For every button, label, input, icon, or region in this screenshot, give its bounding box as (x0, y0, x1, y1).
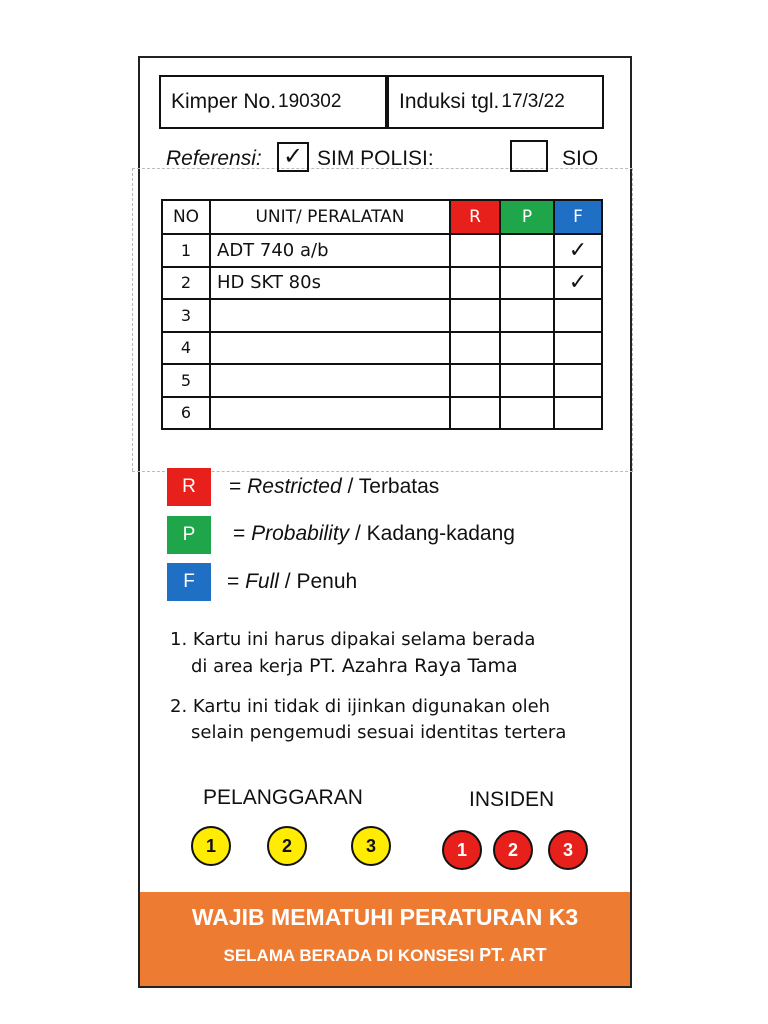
unit-cell: ADT 740 a/b (210, 234, 450, 267)
f-cell (554, 299, 602, 332)
legend-f-square: F (167, 563, 211, 601)
p-cell (500, 299, 554, 332)
col-p-header: P (500, 200, 554, 234)
legend-p-square: P (167, 516, 211, 554)
pelanggaran-2-circle[interactable]: 2 (267, 826, 307, 866)
table-row (162, 234, 602, 267)
col-no-header: NO (162, 200, 210, 234)
unit-cell (210, 397, 450, 430)
r-cell (450, 299, 500, 332)
unit-cell (210, 299, 450, 332)
p-cell (500, 267, 554, 300)
p-cell (500, 397, 554, 430)
p-cell (500, 364, 554, 397)
note-1-line-1: 1. Kartu ini harus dipakai selama berada (170, 629, 536, 650)
row-number: 2 (162, 267, 210, 300)
kimper-label: Kimper No. (171, 90, 277, 113)
row-number: 3 (162, 299, 210, 332)
sio-label: SIO (562, 147, 599, 170)
unit-cell: HD SKT 80s (210, 267, 450, 300)
table-row (162, 332, 602, 365)
legend-r-term: Restricted (247, 475, 342, 498)
induksi-label: Induksi tgl. (399, 90, 500, 113)
legend-f-term: Full (245, 570, 279, 593)
table-header-row (162, 200, 602, 234)
insiden-3-circle[interactable]: 3 (548, 830, 588, 870)
induksi-date-box (387, 75, 604, 129)
table-row (162, 267, 602, 300)
banner-line-2 (140, 945, 630, 966)
induksi-value: 17/3/22 (501, 91, 565, 112)
r-cell (450, 234, 500, 267)
note-2 (170, 694, 566, 746)
kimper-value: 190302 (278, 91, 342, 112)
r-cell (450, 364, 500, 397)
insiden-2-circle[interactable]: 2 (493, 830, 533, 870)
row-number: 6 (162, 397, 210, 430)
r-cell (450, 267, 500, 300)
f-cell (554, 332, 602, 365)
legend-r-prefix: = (229, 475, 248, 498)
unit-cell (210, 332, 450, 365)
col-unit-header: UNIT/ PERALATAN (210, 200, 450, 234)
legend-r-meaning: / Terbatas (341, 475, 440, 498)
legend-r-square: R (167, 468, 211, 506)
pelanggaran-3-circle[interactable]: 3 (351, 826, 391, 866)
banner-line-1: WAJIB MEMATUHI PERATURAN K3 (191, 904, 579, 930)
units-table (161, 199, 603, 430)
f-cell (554, 397, 602, 430)
p-cell (500, 332, 554, 365)
note-1-line-2-text: di area kerja (191, 656, 304, 677)
legend-p-term: Probability (251, 522, 350, 545)
note-2-line-1: 2. Kartu ini tidak di ijinkan digunakan oleh (170, 696, 551, 717)
sio-checkbox[interactable] (510, 140, 548, 172)
row-number: 4 (162, 332, 210, 365)
insiden-1-circle[interactable]: 1 (442, 830, 482, 870)
legend-p-text (233, 522, 515, 546)
dashed-guide-right (632, 168, 633, 471)
table-row (162, 397, 602, 430)
k3-banner (140, 892, 630, 986)
dashed-guide-left (132, 168, 133, 471)
row-number: 5 (162, 364, 210, 397)
legend-f-prefix: = (227, 570, 246, 593)
r-cell (450, 397, 500, 430)
kimper-number-box (159, 75, 387, 129)
note-1-company: PT. Azahra Raya Tama (309, 655, 518, 677)
f-cell (554, 364, 602, 397)
table-row (162, 299, 602, 332)
sim-polisi-label: SIM POLISI: (317, 147, 434, 170)
pelanggaran-1-circle[interactable]: 1 (191, 826, 231, 866)
sim-polisi-checkbox[interactable]: ✓ (277, 142, 309, 172)
note-1 (170, 627, 535, 680)
legend-f-meaning: / Penuh (278, 570, 358, 593)
legend-p-prefix: = (233, 522, 252, 545)
pelanggaran-label: PELANGGARAN (203, 786, 363, 809)
note-1-line-2 (170, 653, 535, 680)
legend-f-text (227, 570, 357, 594)
banner-line-2-prefix: SELAMA BERADA DI KONSESI (223, 946, 475, 965)
f-cell: ✓ (554, 234, 602, 267)
legend-r-text (229, 475, 439, 499)
row-number: 1 (162, 234, 210, 267)
p-cell (500, 234, 554, 267)
unit-cell (210, 364, 450, 397)
banner-company: PT. ART (479, 945, 547, 965)
f-cell: ✓ (554, 267, 602, 300)
insiden-label: INSIDEN (469, 788, 555, 811)
note-2-line-2: selain pengemudi sesuai identitas tertera (191, 722, 567, 743)
r-cell (450, 332, 500, 365)
col-r-header: R (450, 200, 500, 234)
col-f-header: F (554, 200, 602, 234)
legend-p-meaning: / Kadang-kadang (349, 522, 515, 545)
table-row (162, 364, 602, 397)
referensi-label: Referensi: (166, 147, 262, 170)
